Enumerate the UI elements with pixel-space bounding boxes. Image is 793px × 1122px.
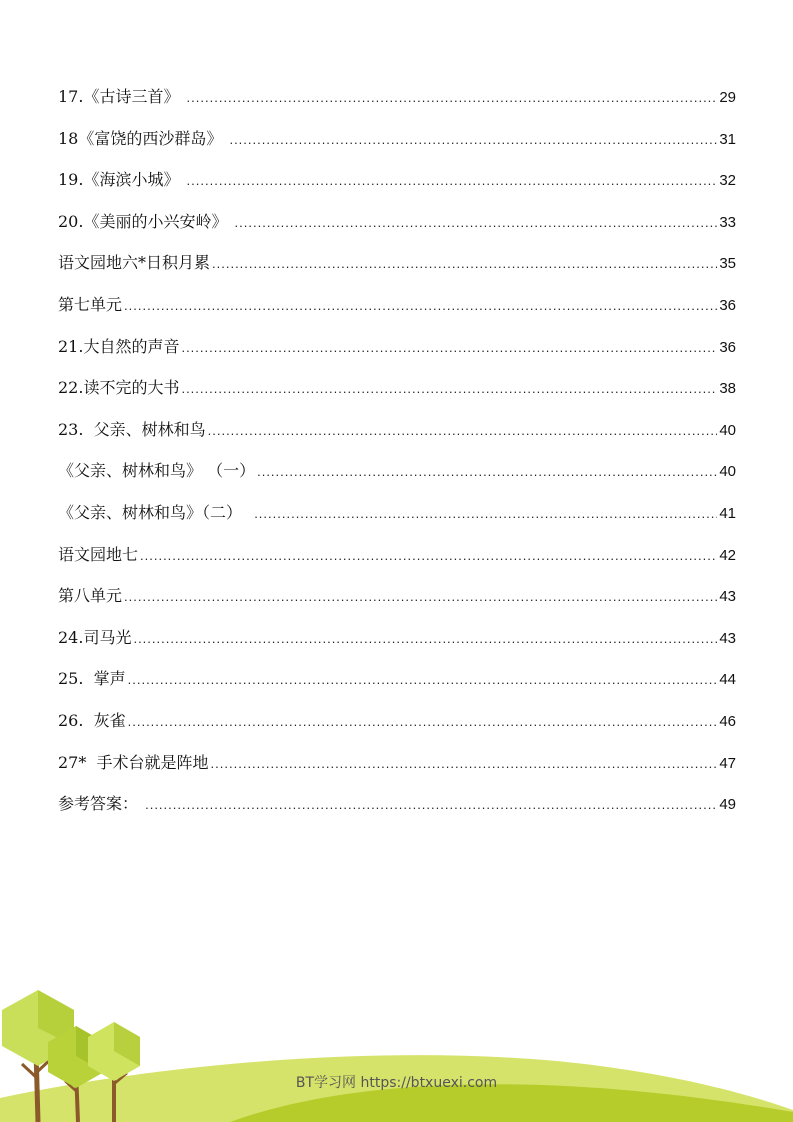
toc-entry-page: 36	[719, 338, 736, 356]
toc-entry-page: 31	[719, 130, 736, 148]
toc-leader-dots	[212, 243, 717, 285]
toc-entry[interactable]	[58, 409, 736, 451]
toc-entry-page: 43	[719, 588, 736, 606]
table-of-contents	[58, 76, 736, 825]
toc-leader-dots	[145, 784, 717, 826]
toc-entry-title: 第七单元	[58, 294, 123, 314]
toc-entry-title: 第八单元	[58, 586, 123, 606]
toc-entry[interactable]	[58, 534, 736, 576]
toc-entry[interactable]	[58, 617, 736, 659]
toc-entry[interactable]	[58, 159, 736, 201]
toc-leader-dots	[140, 535, 717, 577]
toc-entry-title: 23. 父亲、树林和鸟	[58, 419, 206, 439]
toc-entry-title: 参考答案：	[58, 794, 144, 814]
toc-entry[interactable]	[58, 367, 736, 409]
toc-leader-dots	[229, 119, 717, 161]
toc-entry-title: 17.《古诗三首》	[58, 87, 185, 106]
toc-entry-title: 22.读不完的大书	[58, 378, 180, 398]
toc-entry-page: 35	[719, 255, 736, 273]
toc-entry-page: 40	[719, 463, 736, 481]
toc-entry-page: 49	[719, 796, 736, 814]
toc-leader-dots	[187, 160, 718, 202]
toc-leader-dots	[128, 659, 718, 701]
toc-entry-page: 46	[719, 712, 736, 730]
toc-entry[interactable]	[58, 700, 736, 742]
toc-entry-title: 语文园地六*日积月累	[58, 253, 211, 273]
toc-entry-title: 27* 手术台就是阵地	[58, 752, 209, 772]
footer-watermark: BT学习网 https://btxuexi.com	[295, 1075, 498, 1091]
toc-entry-page: 40	[719, 421, 736, 439]
toc-leader-dots	[208, 410, 718, 452]
toc-entry-title: 《父亲、树林和鸟》（二）	[58, 502, 253, 522]
toc-entry-title: 语文园地七	[58, 544, 139, 564]
toc-leader-dots	[211, 743, 718, 785]
toc-entry[interactable]	[58, 326, 736, 368]
toc-entry-page: 36	[719, 296, 736, 314]
toc-entry-page: 33	[719, 213, 736, 231]
toc-entry-title: 18《富饶的西沙群岛》	[58, 128, 228, 148]
toc-leader-dots	[133, 618, 717, 660]
toc-entry-title: 21.大自然的声音	[58, 336, 180, 356]
toc-entry[interactable]	[58, 242, 736, 284]
toc-leader-dots	[187, 77, 718, 119]
toc-entry[interactable]	[58, 575, 736, 617]
toc-leader-dots	[254, 493, 717, 535]
toc-leader-dots	[128, 701, 718, 743]
toc-entry-page: 44	[719, 671, 736, 689]
toc-entry[interactable]	[58, 658, 736, 700]
toc-entry-title: 20.《美丽的小兴安岭》	[58, 211, 233, 231]
toc-entry-title: 25. 掌声	[58, 669, 126, 689]
toc-leader-dots	[181, 368, 717, 410]
toc-entry-page: 41	[719, 504, 736, 522]
toc-entry-page: 29	[719, 89, 736, 106]
toc-entry-page: 43	[719, 629, 736, 647]
footer-landscape-illustration	[0, 980, 793, 1122]
toc-entry[interactable]	[58, 201, 736, 243]
toc-leader-dots	[124, 576, 717, 618]
toc-entry-title: 24.司马光	[58, 627, 132, 647]
toc-entry[interactable]	[58, 742, 736, 784]
toc-entry[interactable]	[58, 492, 736, 534]
toc-entry[interactable]	[58, 118, 736, 160]
toc-entry-page: 42	[719, 546, 736, 564]
toc-leader-dots	[235, 202, 718, 244]
toc-entry[interactable]	[58, 76, 736, 118]
toc-entry-page: 38	[719, 380, 736, 398]
toc-entry[interactable]	[58, 783, 736, 825]
toc-entry-page: 32	[719, 172, 736, 190]
toc-entry-page: 47	[719, 754, 736, 772]
toc-entry-title: 19.《海滨小城》	[58, 170, 185, 190]
toc-entry[interactable]	[58, 450, 736, 492]
toc-entry-title: 《父亲、树林和鸟》 （一）	[58, 461, 256, 481]
toc-leader-dots	[124, 285, 717, 327]
toc-leader-dots	[181, 327, 717, 369]
toc-leader-dots	[257, 451, 717, 493]
toc-entry[interactable]	[58, 284, 736, 326]
toc-entry-title: 26. 灰雀	[58, 710, 126, 730]
